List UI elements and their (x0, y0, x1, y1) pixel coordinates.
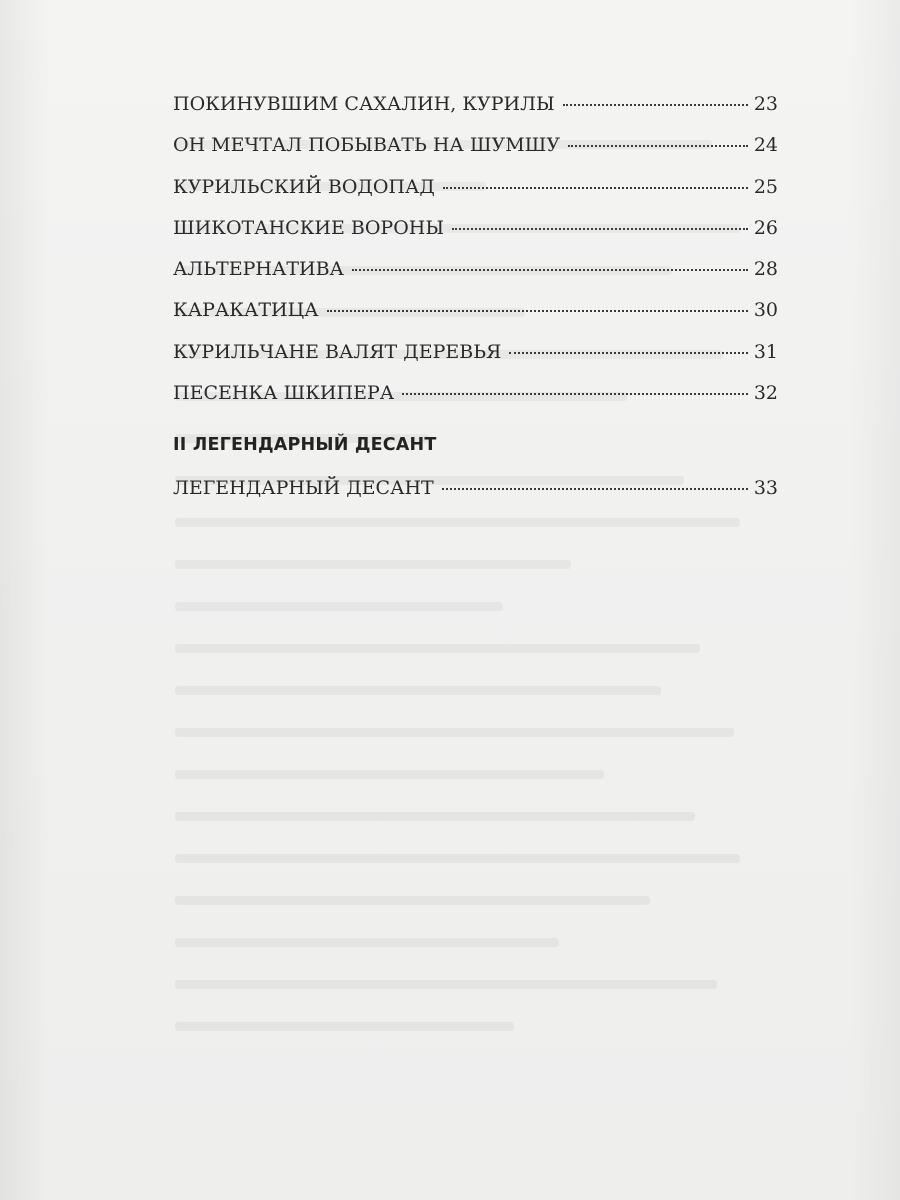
dot-leader (442, 488, 748, 490)
toc-entry-page-number: 32 (753, 382, 778, 405)
dot-leader (452, 228, 748, 230)
toc-entry (173, 299, 778, 340)
toc-entry-title: ПЕСЕНКА ШКИПЕРА (173, 382, 395, 405)
table-of-contents (173, 93, 778, 519)
dot-leader (352, 269, 748, 271)
toc-entry-page-number: 26 (753, 216, 778, 239)
toc-entry-title: ЛЕГЕНДАРНЫЙ ДЕСАНТ (173, 477, 434, 500)
toc-entry-title: КУРИЛЬСКИЙ ВОДОПАД (173, 175, 435, 198)
dot-leader (563, 104, 748, 106)
toc-entry-title: ШИКОТАНСКИЕ ВОРОНЫ (173, 216, 445, 239)
toc-entry-page-number: 31 (753, 340, 778, 363)
toc-entry (173, 176, 778, 217)
toc-entry (173, 134, 778, 175)
toc-entry-title: КАРАКАТИЦА (173, 299, 319, 322)
toc-entry (173, 258, 778, 299)
toc-entry (173, 477, 778, 518)
dot-leader (327, 310, 748, 312)
toc-section-heading: II ЛЕГЕНДАРНЫЙ ДЕСАНТ (173, 435, 437, 456)
toc-entry (173, 217, 778, 258)
toc-entry-page-number: 28 (753, 258, 778, 281)
toc-entry-title: ОН МЕЧТАЛ ПОБЫВАТЬ НА ШУМШУ (173, 134, 561, 157)
page-shadow-left (0, 0, 50, 1200)
toc-entry-title: АЛЬТЕРНАТИВА (173, 258, 344, 281)
toc-entry (173, 382, 778, 423)
toc-entry-page-number: 24 (753, 134, 778, 157)
toc-entry-page-number: 33 (753, 477, 778, 500)
toc-entry-page-number: 25 (753, 175, 778, 198)
page-shadow-right (850, 0, 900, 1200)
toc-entry-title: КУРИЛЬЧАНЕ ВАЛЯТ ДЕРЕВЬЯ (173, 340, 502, 363)
dot-leader (509, 352, 748, 354)
toc-entry (173, 341, 778, 382)
dot-leader (443, 187, 748, 189)
toc-entry-page-number: 30 (753, 299, 778, 322)
toc-entry-title: ПОКИНУВШИМ САХАЛИН, КУРИЛЫ (173, 93, 555, 115)
dot-leader (402, 393, 748, 395)
toc-entry-page-number: 23 (753, 93, 778, 115)
toc-entry (173, 93, 778, 134)
dot-leader (568, 145, 748, 147)
